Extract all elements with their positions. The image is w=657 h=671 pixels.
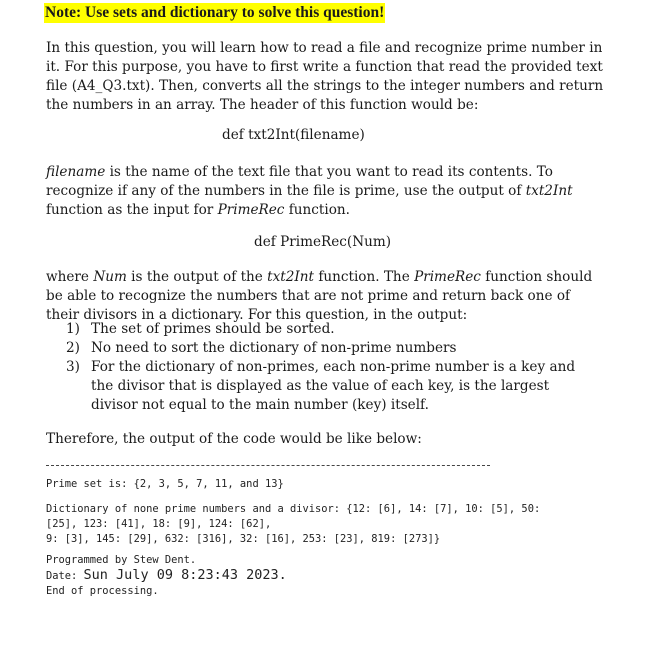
- primerec-header: def PrimeRec(Num): [254, 234, 392, 250]
- requirements-list: [66, 320, 586, 415]
- list-item: 1) The set of primes should be sorted.: [66, 321, 335, 337]
- note-highlight: Note: Use sets and dictionary to solve this question!: [45, 4, 385, 21]
- dashed-divider: [46, 465, 490, 466]
- intro-paragraph: In this question, you will learn how to read a file and recognize prime number in it. For this purpose, you have to first write a function that read the provided text file (A4_Q3.txt). Then, converts all the strings to the integer numbers and return the numbers in an array. The header of this function would be:: [46, 40, 604, 113]
- primerec-paragraph: where Num is the output of the txt2Int function. The PrimeRec function should be able to recognize the numbers that are not prime and return back one of their divisors in a dictionary. For this question, in the output:: [46, 269, 593, 323]
- footer-output: Programmed by Stew Dent. Date: Sun July 09 8:23:43 2023. End of processing.: [46, 554, 287, 597]
- filename-term: filename: [46, 164, 106, 180]
- filename-paragraph: filename is the name of the text file that you want to read its contents. To recognize if any of the numbers in the file is prime, use the output of txt2Int function as the input for PrimeRec function.: [46, 164, 573, 218]
- list-item: 2) No need to sort the dictionary of non-prime numbers: [66, 340, 457, 356]
- date-line: Date: Sun July 09 8:23:43 2023.: [46, 567, 287, 583]
- prime-set-line: Prime set is: {2, 3, 5, 7, 11, and 13}: [46, 478, 284, 490]
- output-intro: Therefore, the output of the code would be like below:: [46, 431, 422, 447]
- list-item: 3) For the dictionary of non-primes, each non-prime number is a key and the divisor that is displayed as the value of each key, is the largest divisor not equal to the main number (key) itself.: [66, 359, 576, 413]
- dictionary-output: Dictionary of none prime numbers and a divisor: {12: [6], 14: [7], 10: [5], 50: [25], 123: [41], 18: [9], 124: [62], 9: [3], 145: [29], 632: [316], 32: [16], 253: [23], 819: [273]}: [46, 503, 541, 545]
- txt2int-header: def txt2Int(filename): [222, 127, 365, 143]
